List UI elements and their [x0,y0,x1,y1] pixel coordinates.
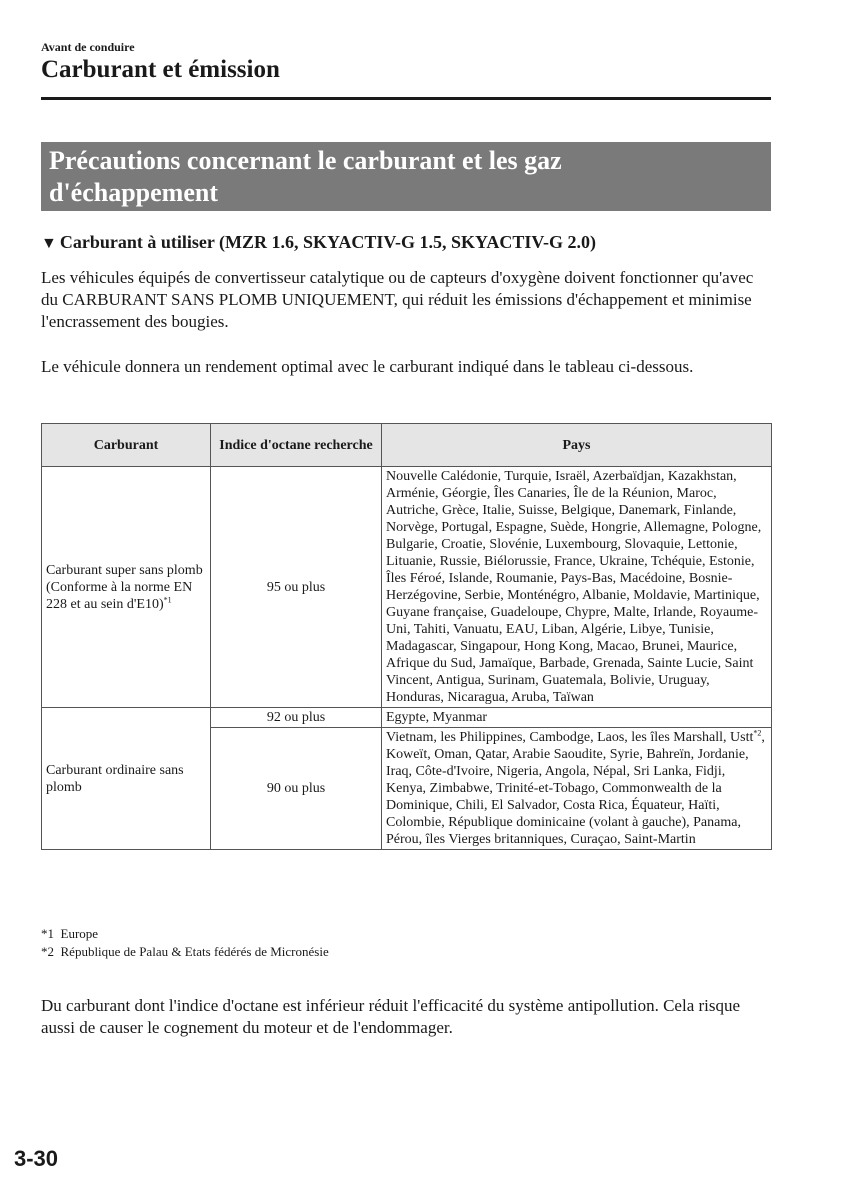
countries-cell: Nouvelle Calédonie, Turquie, Israël, Azerbaïdjan, Kazakhstan, Arménie, Géorgie, Îles Canaries, Île de la Réunion, Maroc, Autriche, Grèce, Italie, Suisse, Belgique, Danemark, Finlande, Norvège, Portugal, Espagne, Suède, Hongrie, Allemagne, Pologne, Bulgarie, Croatie, Slovénie, Luxembourg, Slovaquie, Lettonie, Lituanie, Russie, Biélorussie, France, Ukraine, Tchéquie, Estonie, Îles Féroé, Islande, Roumanie, Pays-Bas, Macédoine, Bosnie-Herzégovine, Serbie, Monténégro, Albanie, Moldavie, Martinique, Guyane française, Guadeloupe, Chypre, Malte, Irlande, Royaume-Uni, Tahiti, Vanuatu, EAU, Liban, Algérie, Libye, Tunisie, Madagascar, Singapour, Hong Kong, Macao, Brunei, Maurice, Afrique du Sud, Jamaïque, Barbade, Grenada, Sainte Lucie, Saint Vincent, Antigua, Surinam, Guatemala, Bolivie, Uruguay, Honduras, Nicaragua, Aruba, Taïwan [382,467,772,708]
octane-cell: 95 ou plus [211,467,382,708]
page-number: 3-30 [14,1146,59,1171]
countries-cell [382,728,772,850]
paragraph-catalytic: Les véhicules équipés de convertisseur catalytique ou de capteurs d'oxygène doivent fonctionner qu'avec du CARBURANT SANS PLOMB UNIQUEMENT, qui réduit les émissions d'échappement et minimise l'encrassement des bougies. [41,268,754,331]
table-row [42,708,772,728]
banner-line-2: d'échappement [49,178,218,207]
footnotes [41,925,329,961]
fuel-cell: Carburant ordinaire sans plomb [42,708,211,850]
banner-line-1: Précautions concernant le carburant et les gaz [49,146,562,175]
section-banner [41,142,771,211]
footnote-ref: *1 [163,594,172,604]
header-divider [41,97,771,100]
page-title: Carburant et émission [41,56,280,83]
fuel-cell [42,467,211,708]
table-header-row [42,424,772,467]
paragraph-performance: Le véhicule donnera un rendement optimal avec le carburant indiqué dans le tableau ci-dessous. [41,357,694,376]
triangle-down-icon: ▼ [41,235,57,252]
countries-text: Vietnam, les Philippines, Cambodge, Laos, les îles Marshall, Ustt [386,730,754,745]
table-row [42,467,772,708]
footnote-ref: *2 [753,728,762,738]
countries-cell: Egypte, Myanmar [382,708,772,728]
countries-text: , Koweït, Oman, Qatar, Arabie Saoudite, Syrie, Bahreïn, Jordanie, Iraq, Côte-d'Ivoire, Nigeria, Angola, Népal, Sri Lanka, Fidji, Kenya, Zimbabwe, Trinité-et-Tobago, Commonwealth de la Dominique, Chili, El Salvador, Costa Rica, Équateur, Haïti, Colombie, République dominicaine (volant à gauche), Panama, Pérou, îles Vierges britanniques, Curaçao, Saint-Martin [386,730,765,847]
header-fuel: Carburant [42,424,211,467]
header-octane: Indice d'octane recherche [211,424,382,467]
octane-cell: 90 ou plus [211,728,382,850]
header-countries: Pays [382,424,772,467]
paragraph-octane-warning: Du carburant dont l'indice d'octane est inférieur réduit l'efficacité du système antipollution. Cela risque aussi de causer le cognement du moteur et de l'endommager. [41,996,741,1037]
subheading [41,232,596,253]
fuel-table [41,423,772,850]
subheading-text: Carburant à utiliser (MZR 1.6, SKYACTIV-G 1.5, SKYACTIV-G 2.0) [59,232,597,252]
footnote-2: *2 République de Palau & Etats fédérés de Micronésie [41,944,329,959]
octane-cell: 92 ou plus [211,708,382,728]
section-label: Avant de conduire [41,40,135,54]
fuel-name: Carburant super sans plomb (Conforme à la norme EN 228 et au sein d'E10) [46,562,203,612]
footnote-1: *1 Europe [41,926,99,941]
